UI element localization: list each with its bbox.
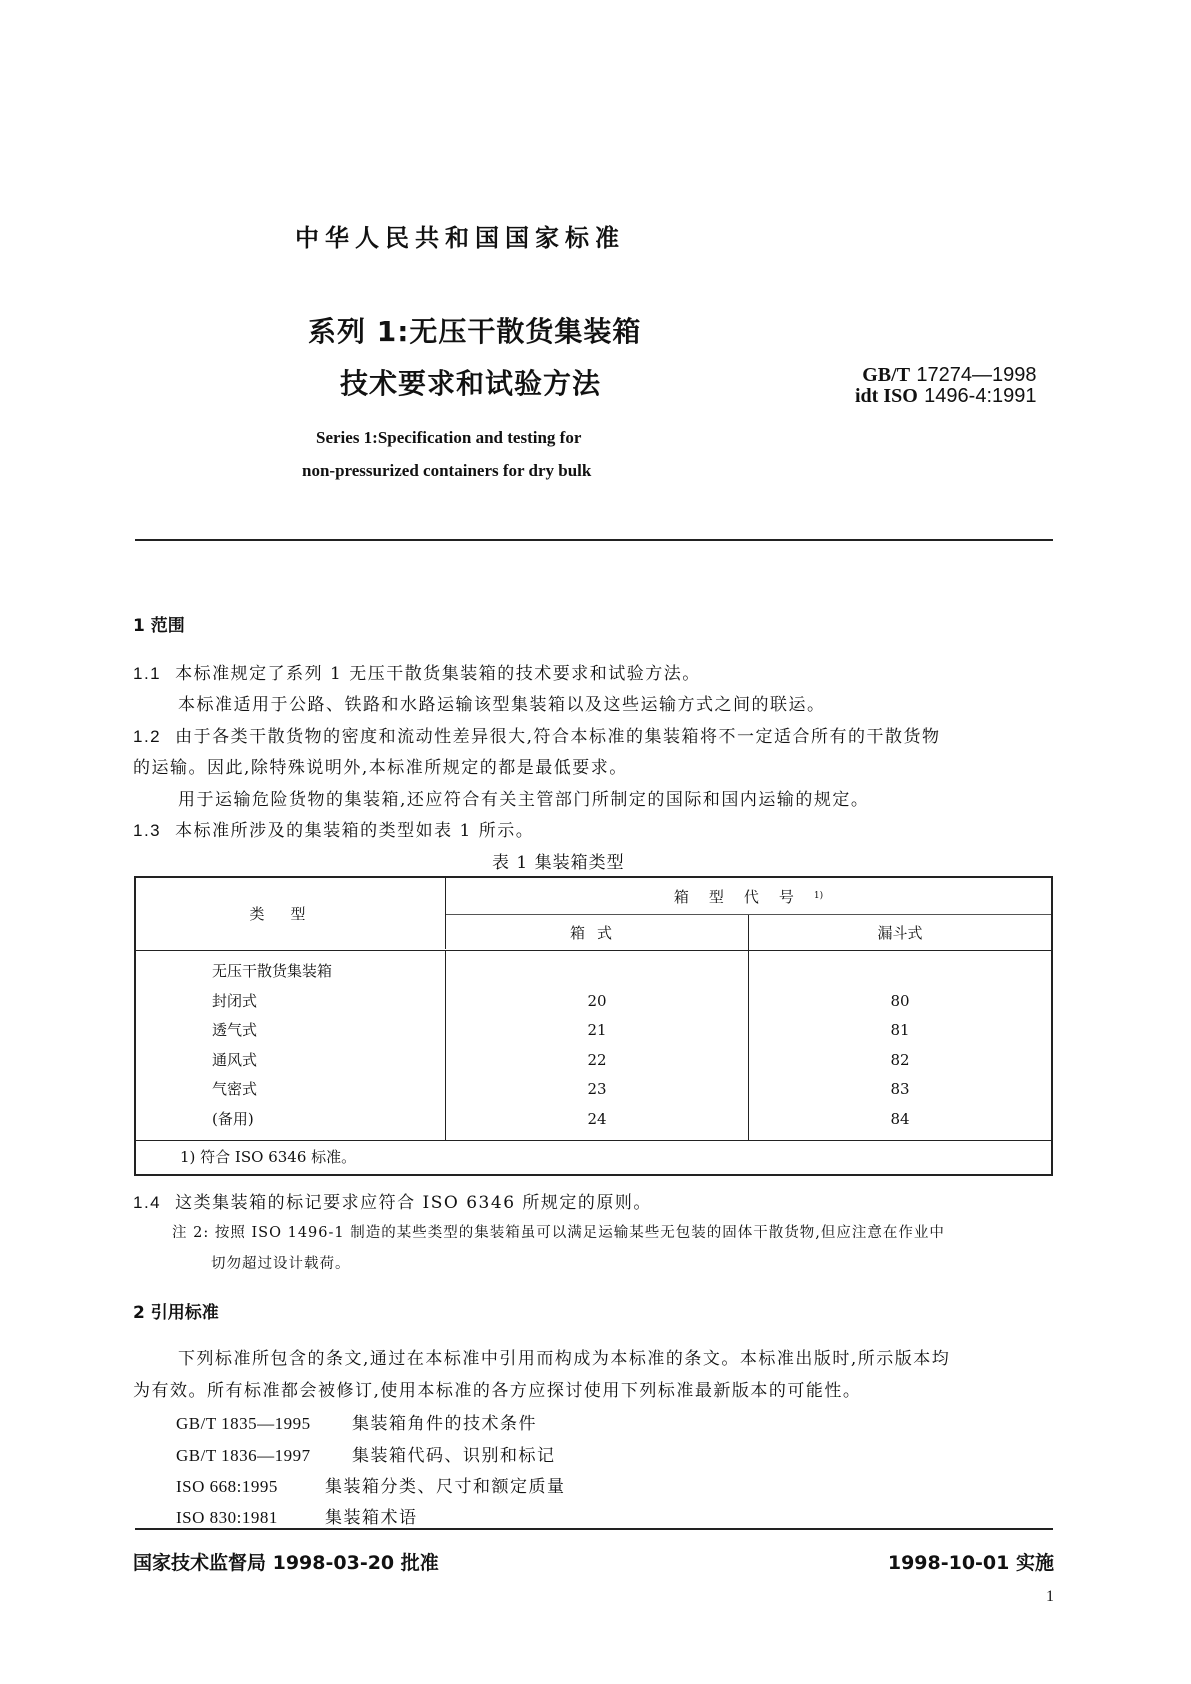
document-title-line2: 技术要求和试验方法 <box>340 367 602 400</box>
table-1-caption: 表 1 集装箱类型 <box>492 853 625 873</box>
table-cell-box: 22 <box>587 1050 607 1069</box>
english-title-line2: non-pressurized containers for dry bulk <box>302 461 592 480</box>
clause-1-2: 1.2 由于各类干散货物的密度和流动性差异很大,符合本标准的集装箱将不一定适合所有的干散货物 <box>133 727 941 747</box>
header-type-code: 箱型代号 1) <box>446 878 1051 915</box>
reference-item: ISO 830:1981 集装箱术语 <box>176 1508 418 1528</box>
clause-1-4: 1.4 这类集装箱的标记要求应符合 ISO 6346 所规定的原则。 <box>133 1193 652 1213</box>
table-cell-box: 21 <box>587 1021 607 1039</box>
section-2-heading: 2 引用标准 <box>133 1303 219 1323</box>
header-type: 类型 <box>136 878 446 949</box>
table-cell-type: 封闭式 <box>212 991 258 1010</box>
reference-item: ISO 668:1995 集装箱分类、尺寸和额定质量 <box>176 1477 566 1497</box>
table-cell-type: 透气式 <box>212 1021 258 1039</box>
table-body <box>136 950 1051 1141</box>
note-2-cont: 切勿超过设计载荷。 <box>211 1256 351 1272</box>
table-cell-hopper <box>749 957 1051 987</box>
section-1-heading: 1 范围 <box>133 616 185 636</box>
clause-1-1-para2: 本标准适用于公路、铁路和水路运输该型集装箱以及这些运输方式之间的联运。 <box>178 695 826 715</box>
table-cell-box: 20 <box>587 991 607 1010</box>
document-title-line1: 系列 1:无压干散货集装箱 <box>308 315 642 348</box>
clause-1-3: 1.3 本标准所涉及的集装箱的类型如表 1 所示。 <box>133 821 535 841</box>
container-type-table <box>134 876 1053 1176</box>
clause-1-1: 1.1 本标准规定了系列 1 无压干散货集装箱的技术要求和试验方法。 <box>133 664 701 684</box>
table-cell-hopper: 80 <box>890 991 910 1010</box>
note-2: 注 2: 按照 ISO 1496-1 制造的某些类型的集装箱虽可以满足运输某些无包装的固体干散货物,但应注意在作业中 <box>172 1225 945 1241</box>
reference-item: GB/T 1836—1997 集装箱代码、识别和标记 <box>176 1446 556 1466</box>
table-cell-hopper: 83 <box>890 1080 910 1098</box>
standard-code-block <box>855 364 1037 406</box>
table-footnote: 1) 符合 ISO 6346 标准。 <box>180 1148 357 1166</box>
table-cell-hopper: 82 <box>890 1050 910 1069</box>
english-title-line1: Series 1:Specification and testing for <box>316 428 582 447</box>
table-cell-type: (备用) <box>212 1109 254 1128</box>
table-cell-hopper: 81 <box>890 1021 910 1039</box>
header-box-type: 箱式 <box>446 915 749 950</box>
table-cell-box: 24 <box>587 1109 607 1128</box>
standard-number: GB/T 17274—1998 <box>862 364 1037 386</box>
national-standard-label: 中华人民共和国国家标准 <box>295 224 625 252</box>
table-cell-type: 无压干散货集装箱 <box>212 962 333 980</box>
section-2-para-line1: 下列标准所包含的条文,通过在本标准中引用而构成为本标准的条文。本标准出版时,所示版本均 <box>178 1349 951 1369</box>
clause-1-2-para2: 用于运输危险货物的集装箱,还应符合有关主管部门所制定的国际和国内运输的规定。 <box>178 790 870 810</box>
table-header <box>136 878 1051 950</box>
table-cell-box <box>446 957 748 987</box>
header-divider <box>135 539 1053 541</box>
page-number: 1 <box>1046 1588 1054 1605</box>
table-cell-type: 通风式 <box>212 1050 258 1069</box>
approval-date: 国家技术监督局 1998-03-20 批准 <box>133 1552 439 1574</box>
table-cell-hopper: 84 <box>890 1109 910 1128</box>
effective-date: 1998-10-01 实施 <box>887 1552 1054 1574</box>
section-2-para-line2: 为有效。所有标准都会被修订,使用本标准的各方应探讨使用下列标准最新版本的可能性。 <box>133 1381 862 1401</box>
table-cell-type: 气密式 <box>212 1080 258 1098</box>
header-hopper-type: 漏斗式 <box>877 924 923 942</box>
reference-item: GB/T 1835—1995 集装箱角件的技术条件 <box>176 1414 537 1434</box>
clause-1-2-cont: 的运输。因此,除特殊说明外,本标准所规定的都是最低要求。 <box>133 758 628 778</box>
idt-iso-number: idt ISO 1496-4:1991 <box>855 385 1037 407</box>
table-cell-box: 23 <box>587 1080 607 1098</box>
footer-divider <box>135 1528 1053 1530</box>
